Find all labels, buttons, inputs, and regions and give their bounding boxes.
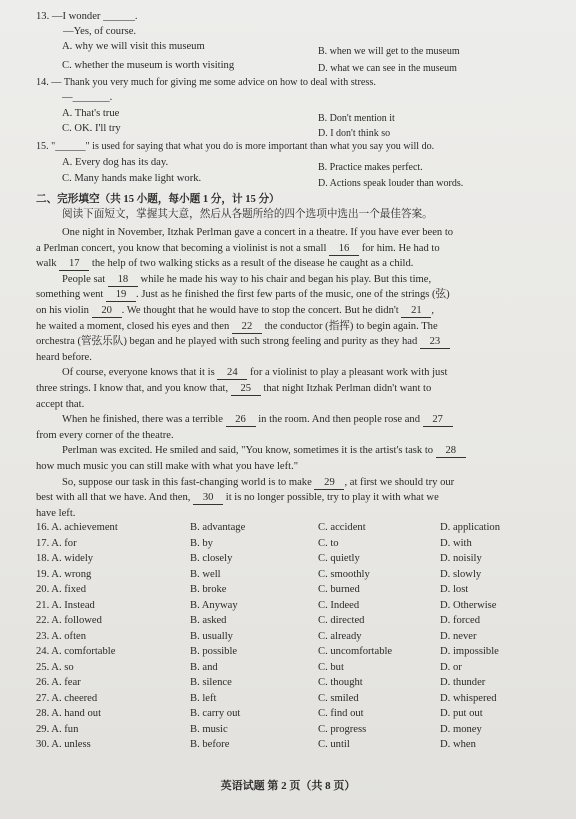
passage-line: heard before.: [36, 351, 92, 363]
option-19-b: B. well: [190, 568, 221, 580]
option-21-a: 21. A. Instead: [36, 599, 95, 611]
option-18-d: D. noisily: [440, 553, 482, 564]
q15-option-a: A. Every dog has its day.: [62, 157, 169, 168]
blank-20: 20: [92, 304, 122, 318]
option-16-d: D. application: [440, 522, 501, 533]
option-20-a: 20. A. fixed: [36, 584, 87, 595]
blank-18: 18: [108, 273, 138, 287]
option-19-a: 19. A. wrong: [36, 568, 92, 580]
option-26-a: 26. A. fear: [36, 677, 81, 688]
option-16-a: 16. A. achievement: [36, 522, 118, 533]
passage-line: When he finished, there was a terrible 26 in the room. And then people rose and 27: [62, 413, 542, 427]
passage-line: a Perlman concert, you know that becoming a violinist is not a small 16 for him. He had to: [36, 242, 440, 254]
option-20-b: B. broke: [190, 584, 227, 595]
option-18-c: C. quietly: [318, 553, 360, 564]
option-19-c: C. smoothly: [318, 568, 370, 580]
option-16-c: C. accident: [318, 522, 366, 533]
option-24-a: 24. A. comfortable: [36, 646, 116, 657]
q15-option-d: D. Actions speak louder than words.: [318, 178, 464, 189]
q15-stem: 15. "______" is used for saying that what you do is more important than what you say you will do.: [36, 141, 435, 152]
passage-line: walk 17 the help of two walking sticks as a result of the disease he caught as a child.: [36, 258, 414, 270]
option-17-a: 17. A. for: [36, 537, 77, 549]
option-28-c: C. find out: [318, 708, 364, 719]
option-16-b: B. advantage: [190, 522, 246, 533]
option-26-c: C. thought: [318, 677, 363, 688]
q13-stem: 13. —I wonder ______.: [36, 11, 138, 22]
option-21-b: B. Anyway: [190, 599, 238, 611]
page-footer: 英语试题 第 2 页（共 8 页）: [220, 780, 356, 792]
option-26-d: D. thunder: [440, 677, 486, 688]
option-27-d: D. whispered: [440, 692, 497, 704]
passage-line: best with all that we have. And then, 30 it is no longer possible, try to play it with what we: [36, 492, 439, 504]
option-28-b: B. carry out: [190, 708, 241, 719]
q15-option-c: C. Many hands make light work.: [62, 173, 202, 184]
q14-option-b: B. Don't mention it: [318, 113, 395, 124]
passage-line: from every corner of the theatre.: [36, 429, 174, 441]
option-25-c: C. but: [318, 661, 344, 673]
q14-stem: 14. — Thank you very much for giving me some advice on how to deal with stress.: [36, 77, 376, 88]
option-27-c: C. smiled: [318, 692, 359, 704]
passage-line: accept that.: [36, 398, 85, 410]
option-30-c: C. until: [318, 739, 350, 750]
option-21-c: C. Indeed: [318, 599, 360, 611]
passage-line: Perlman was excited. He smiled and said, "You know, sometimes it is the artist's task to 28: [62, 444, 542, 458]
option-17-b: B. by: [190, 537, 213, 549]
blank-17: 17: [59, 257, 89, 271]
q14-reply: —_______.: [62, 92, 113, 103]
passage-line: something went 19 . Just as he finished the first few parts of the music, one of the strings (弦): [36, 289, 450, 301]
q14-option-a: A. That's true: [62, 108, 120, 119]
q14-option-d: D. I don't think so: [318, 128, 391, 139]
option-17-c: C. to: [318, 537, 339, 549]
option-18-a: 18. A. widely: [36, 553, 94, 564]
q13-option-b: B. when we will get to the museum: [318, 46, 460, 57]
option-23-b: B. usually: [190, 630, 233, 642]
option-29-a: 29. A. fun: [36, 723, 79, 735]
option-26-b: B. silence: [190, 677, 232, 688]
option-25-d: D. or: [440, 661, 462, 673]
option-30-b: B. before: [190, 739, 230, 750]
blank-21: 21: [401, 304, 431, 318]
blank-27: 27: [423, 413, 453, 427]
blank-26: 26: [226, 413, 256, 427]
option-28-d: D. put out: [440, 708, 483, 719]
option-25-b: B. and: [190, 661, 218, 673]
option-24-b: B. possible: [190, 646, 238, 657]
blank-19: 19: [106, 288, 136, 302]
blank-30: 30: [193, 491, 223, 505]
q13-option-c: C. whether the museum is worth visiting: [62, 60, 235, 71]
blank-24: 24: [217, 366, 247, 380]
option-27-b: B. left: [190, 692, 217, 704]
passage-line: Of course, everyone knows that it is 24 for a violinist to play a pleasant work with just: [62, 367, 448, 379]
option-19-d: D. slowly: [440, 568, 482, 580]
option-25-a: 25. A. so: [36, 661, 74, 673]
passage-line: So, suppose our task in this fast-changing world is to make 29 , at first we should try our: [62, 476, 455, 488]
passage-line: One night in November, Itzhak Perlman gave a concert in a theatre. If you have ever been to: [62, 227, 454, 238]
blank-22: 22: [232, 320, 262, 334]
passage-line: People sat 18 while he made his way to his chair and began his play. But this time,: [62, 273, 432, 285]
option-29-d: D. money: [440, 723, 482, 735]
option-23-a: 23. A. often: [36, 630, 87, 642]
option-23-d: D. never: [440, 630, 477, 642]
option-28-a: 28. A. hand out: [36, 708, 102, 719]
blank-16: 16: [329, 242, 359, 256]
passage-line: have left.: [36, 507, 76, 519]
option-17-d: D. with: [440, 537, 472, 549]
passage-line: on his violin 20 . We thought that he would have to stop the concert. But he didn't 21 ,: [36, 305, 435, 316]
option-22-a: 22. A. followed: [36, 615, 102, 626]
q15-option-b: B. Practice makes perfect.: [318, 162, 423, 173]
passage-line: three strings. I know that, and you know that, 25 that night Itzhak Perlman didn't want to: [36, 383, 432, 394]
option-21-d: D. Otherwise: [440, 599, 497, 611]
option-23-c: C. already: [318, 630, 362, 642]
passage-line: how much music you can still make with what you have left.": [36, 461, 299, 472]
q14-option-c: C. OK. I'll try: [62, 123, 121, 134]
option-30-d: D. when: [440, 739, 476, 750]
option-24-c: C. uncomfortable: [318, 646, 393, 657]
blank-23: 23: [420, 335, 450, 349]
option-22-d: D. forced: [440, 615, 481, 626]
passage-line: he waited a moment, closed his eyes and then 22 the conductor (指挥) to begin again. The: [36, 320, 438, 332]
section-instruction: 阅读下面短文，掌握其大意，然后从各题所给的四个选项中选出一个最佳答案。: [62, 209, 433, 220]
option-24-d: D. impossible: [440, 646, 499, 657]
blank-25: 25: [231, 382, 261, 396]
option-22-b: B. asked: [190, 615, 227, 626]
option-20-d: D. lost: [440, 584, 469, 595]
option-29-b: B. music: [190, 723, 228, 735]
q13-option-d: D. what we can see in the museum: [318, 63, 457, 74]
q13-option-a: A. why we will visit this museum: [62, 41, 205, 52]
option-29-c: C. progress: [318, 723, 367, 735]
passage-line: orchestra (管弦乐队) began and he played with such strong feeling and purity as they had 23: [36, 335, 542, 349]
option-27-a: 27. A. cheered: [36, 692, 98, 704]
option-18-b: B. closely: [190, 553, 233, 564]
blank-28: 28: [436, 444, 466, 458]
option-20-c: C. burned: [318, 584, 360, 595]
option-22-c: C. directed: [318, 615, 365, 626]
blank-29: 29: [314, 476, 344, 490]
q13-reply: —Yes, of course.: [63, 26, 137, 37]
section-title: 二、完形填空（共 15 小题，每小题 1 分，计 15 分）: [36, 194, 280, 205]
option-30-a: 30. A. unless: [36, 739, 91, 750]
